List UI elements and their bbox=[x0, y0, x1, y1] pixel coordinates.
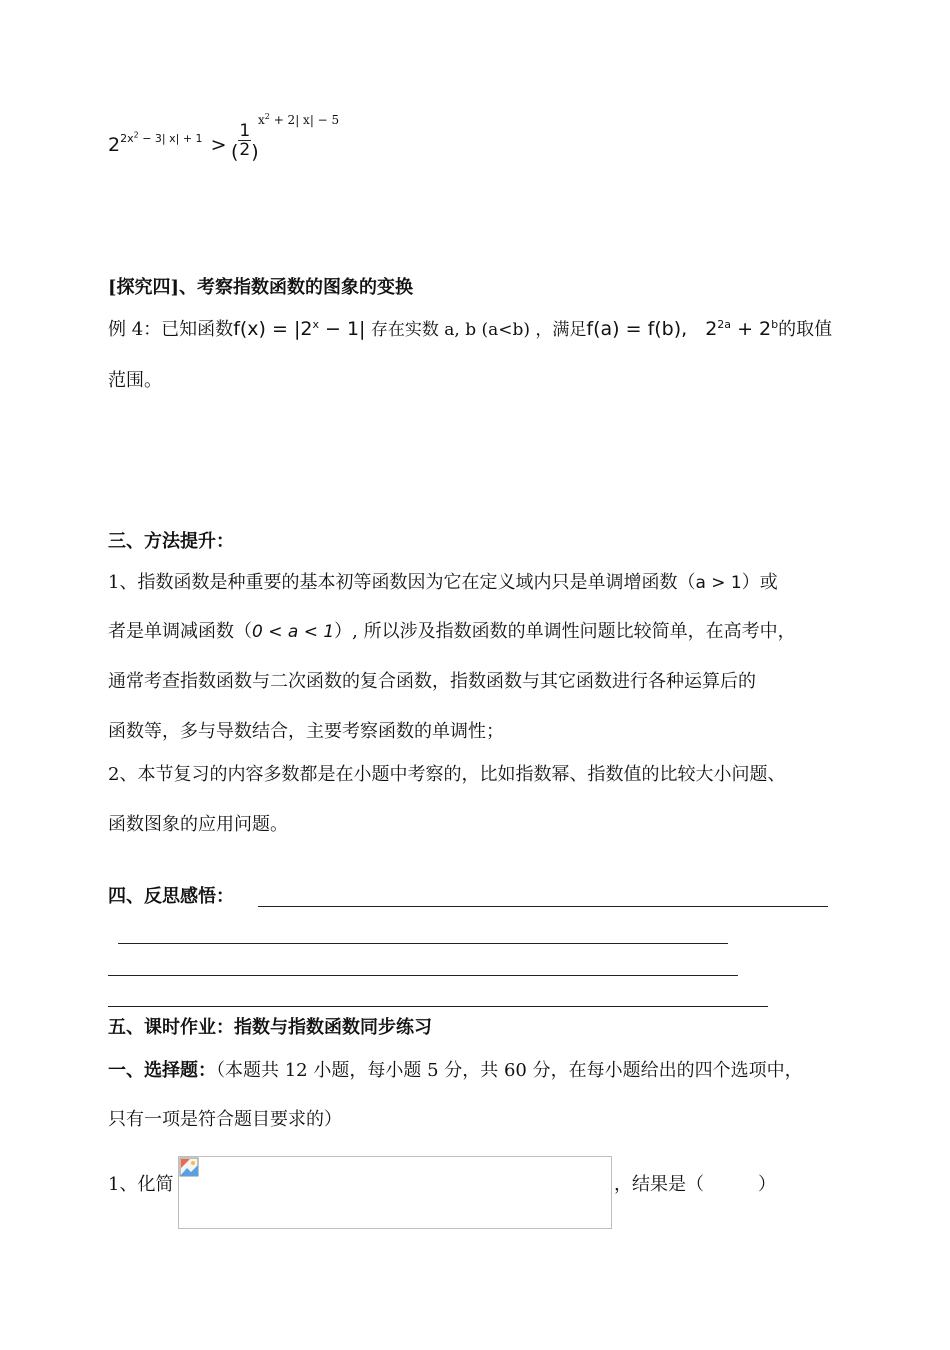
example4-line1 bbox=[108, 318, 832, 341]
method-p1-line2-b: ）, 所以涉及指数函数的单调性问题比较简单，在高考中， bbox=[334, 621, 796, 642]
method-p1-line1-a: 1、指数函数是种重要的基本初等函数因为它在定义域内只是单调增函数（ bbox=[108, 572, 696, 593]
method-p2-line1: 2、本节复习的内容多数都是在小题中考察的，比如指数幂、指数值的比较大小问题、 bbox=[108, 764, 786, 785]
choice-desc-line1 bbox=[108, 1060, 803, 1082]
ineq-right-side bbox=[231, 120, 259, 163]
reflect-line-3[interactable] bbox=[108, 975, 738, 976]
broken-image-icon bbox=[179, 1157, 199, 1177]
reflect-line-4[interactable] bbox=[108, 1006, 768, 1007]
method-cond1: a > 1 bbox=[695, 573, 742, 593]
example4-prefix: 例 4：已知函数 bbox=[108, 319, 234, 340]
choice-desc-text: （本题共 12 小题，每小题 5 分，共 60 分，在每小题给出的四个选项中， bbox=[216, 1060, 803, 1081]
ineq-exp-left-square: 2 bbox=[133, 130, 139, 139]
method-p1-line2-a: 者是单调减函数（ bbox=[108, 621, 252, 642]
choice-desc-line2: 只有一项是符合题目要求的） bbox=[108, 1109, 342, 1130]
example4-mid: 存在实数 a, b (a<b) ，满足 bbox=[365, 320, 587, 340]
expr-exp2: b bbox=[771, 318, 779, 331]
homework-heading: 五、课时作业：指数与指数函数同步练习 bbox=[108, 1017, 432, 1038]
method-p1-line1-b: ）或 bbox=[741, 572, 778, 593]
example4-equation: f(a) = f(b), bbox=[586, 318, 688, 340]
reflect-line-1[interactable] bbox=[258, 906, 828, 907]
ineq-exp-right bbox=[258, 112, 339, 127]
ineq-fraction bbox=[238, 122, 251, 159]
method-p1-line3: 通常考查指数函数与二次函数的复合函数，指数函数与其它函数进行各种运算后的 bbox=[108, 671, 756, 692]
expr-exp1: 2a bbox=[717, 318, 732, 331]
method-heading: 三、方法提升： bbox=[108, 531, 234, 552]
ineq-exp-right-square: 2 bbox=[264, 112, 270, 121]
f-def: f(x) = |2 bbox=[233, 318, 313, 340]
q1-prefix: 1、化简 bbox=[108, 1174, 174, 1195]
f-def-tail: − 1| bbox=[318, 318, 366, 340]
ineq-close-paren: ) bbox=[251, 141, 259, 163]
q1-suffix: ，结果是（ ） bbox=[614, 1174, 776, 1195]
ineq-frac-den: 2 bbox=[239, 140, 251, 160]
choice-heading: 一、选择题： bbox=[108, 1060, 216, 1081]
top-inequality bbox=[108, 118, 229, 168]
f-def-exp: x bbox=[312, 318, 319, 331]
section4-heading: [探究四]、考察指数函数的图象的变换 bbox=[108, 277, 414, 298]
ineq-exp-left: 2x bbox=[120, 131, 134, 145]
example4-line2: 范围。 bbox=[108, 370, 162, 391]
example4-function-def bbox=[233, 318, 365, 340]
reflect-line-2[interactable] bbox=[118, 943, 728, 944]
method-p1-line4: 函数等，多与导数结合，主要考察函数的单调性； bbox=[108, 721, 504, 742]
expr-plus: + 2 bbox=[731, 318, 772, 340]
method-p1-line1 bbox=[108, 572, 778, 594]
example4-suffix: 的取值 bbox=[778, 319, 833, 340]
method-cond2: 0 < a < 1 bbox=[252, 622, 335, 642]
expr-base: 2 bbox=[705, 318, 718, 340]
ineq-frac-num: 1 bbox=[239, 121, 251, 141]
reflect-heading: 四、反思感悟： bbox=[108, 886, 234, 907]
ineq-exp-right-rest: + 2| x| − 5 bbox=[269, 113, 340, 127]
ineq-gt: > bbox=[210, 134, 227, 156]
method-p1-line2 bbox=[108, 621, 796, 643]
ineq-base-left: 2 bbox=[108, 134, 121, 156]
ineq-exp-right-var: x bbox=[258, 113, 265, 127]
method-p2-line2: 函数图象的应用问题。 bbox=[108, 814, 288, 835]
q1-formula-image bbox=[178, 1156, 612, 1229]
example4-expression bbox=[705, 318, 778, 340]
ineq-exp-left-rest: − 3| x| + 1 bbox=[138, 131, 203, 145]
ineq-open-paren: ( bbox=[231, 141, 239, 163]
